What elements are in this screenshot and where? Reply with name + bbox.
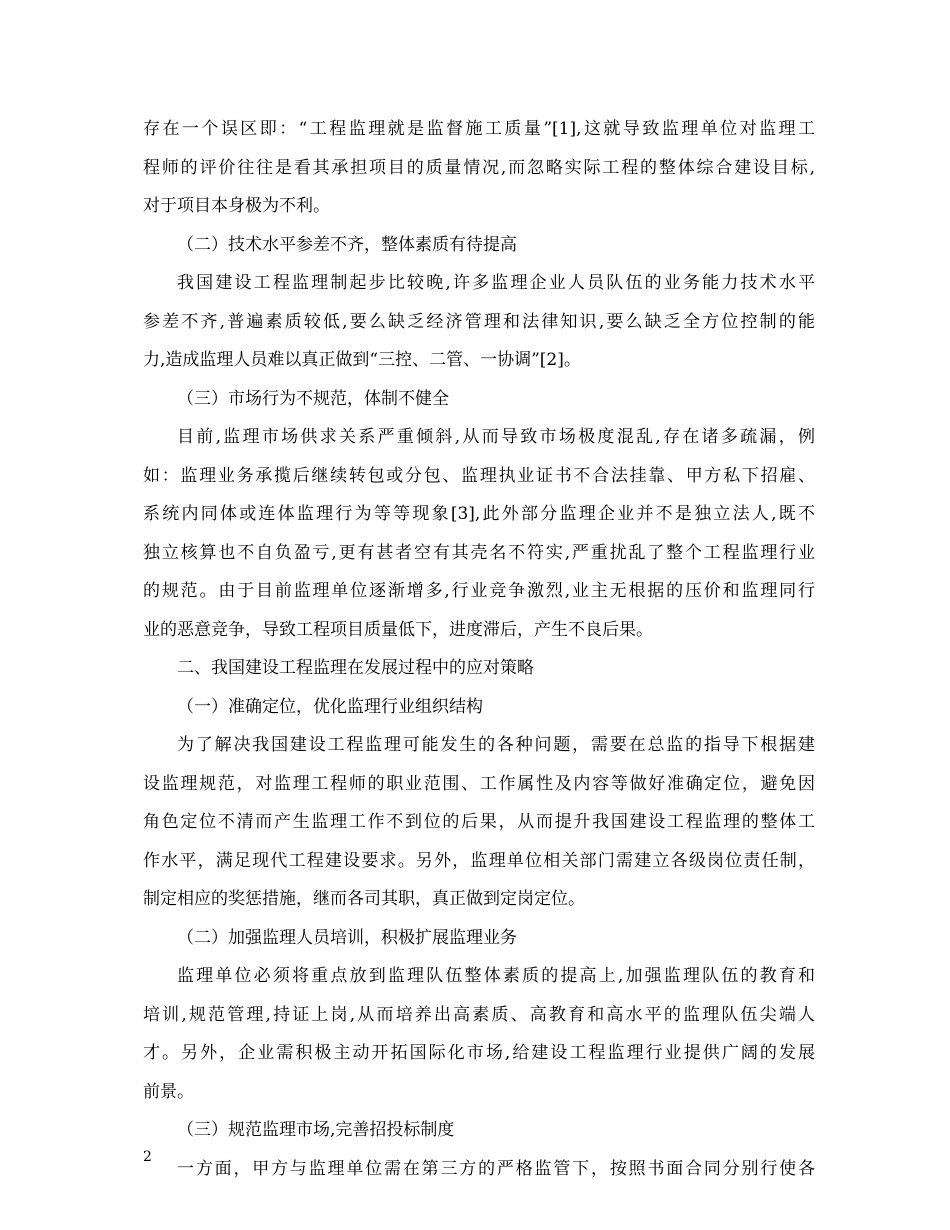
text-line: 对于项目本身极为不利。	[143, 196, 330, 216]
text-line: 的规范。由于目前监理单位逐渐增多,行业竞争激烈,业主无根据的压价和监理同行	[143, 581, 815, 601]
text-line: 系统内同体或连体监理行为等等现象[3],此外部分监理企业并不是独立法人,既不	[143, 504, 815, 524]
text-line: 才。另外，企业需积极主动开拓国际化市场,给建设工程监理行业提供广阔的发展	[143, 1043, 815, 1063]
text-line: 前景。	[143, 1081, 194, 1102]
text-line: 监理单位必须将重点放到监理队伍整体素质的提高上,加强监理队伍的教育和	[177, 966, 815, 986]
text-line: 作水平，满足现代工程建设要求。另外，监理单位相关部门需建立各级岗位责任制，	[143, 850, 815, 871]
section-heading: 二、我国建设工程监理在发展过程中的应对策略	[177, 658, 534, 678]
section-heading: （一）准确定位，优化监理行业组织结构	[177, 696, 483, 717]
section-heading: （二）加强监理人员培训，积极扩展监理业务	[177, 927, 517, 948]
text-line: 程师的评价往往是看其承担项目的质量情况,而忽略实际工程的整体综合建设目标,	[143, 157, 815, 178]
text-line: 独立核算也不自负盈亏,更有甚者空有其壳名不符实,严重扰乱了整个工程监理行业	[143, 542, 815, 563]
section-heading: （二）技术水平参差不齐，整体素质有待提高	[177, 234, 517, 255]
page-number: 2	[143, 1149, 152, 1165]
text-line: 为了解决我国建设工程监理可能发生的各种问题，需要在总监的指导下根据建	[177, 735, 815, 755]
section-heading: （三）市场行为不规范，体制不健全	[177, 388, 449, 409]
section-heading: （三）规范监理市场,完善招投标制度	[177, 1120, 455, 1140]
text-line: 一方面，甲方与监理单位需在第三方的严格监管下，按照书面合同分别行使各	[177, 1158, 815, 1179]
text-line: 制定相应的奖惩措施，继而各司其职，真正做到定岗定位。	[143, 889, 585, 909]
text-line: 参差不齐,普遍素质较低,要么缺乏经济管理和法律知识,要么缺乏全方位控制的能	[143, 311, 815, 332]
text-line: 我国建设工程监理制起步比较晚,许多监理企业人员队伍的业务能力技术水平	[177, 273, 815, 293]
text-line: 存在一个误区即：“工程监理就是监督施工质量”[1],这就导致监理单位对监理工	[143, 119, 815, 139]
body-text	[143, 110, 815, 1188]
text-line: 设监理规范，对监理工程师的职业范围、工作属性及内容等做好准确定位，避免因	[143, 773, 815, 794]
text-line: 目前,监理市场供求关系严重倾斜,从而导致市场极度混乱,存在诸多疏漏，例	[177, 427, 815, 447]
text-line: 业的恶意竞争，导致工程项目质量低下，进度滞后，产生不良后果。	[143, 619, 653, 640]
text-line: 如：监理业务承揽后继续转包或分包、监理执业证书不合法挂靠、甲方私下招雇、	[143, 465, 815, 486]
text-line: 培训,规范管理,持证上岗,从而培养出高素质、高教育和高水平的监理队伍尖端人	[143, 1004, 815, 1025]
text-line: 角色定位不清而产生监理工作不到位的后果，从而提升我国建设工程监理的整体工	[143, 812, 815, 832]
text-line: 力,造成监理人员难以真正做到“三控、二管、一协调”[2]。	[143, 350, 581, 370]
